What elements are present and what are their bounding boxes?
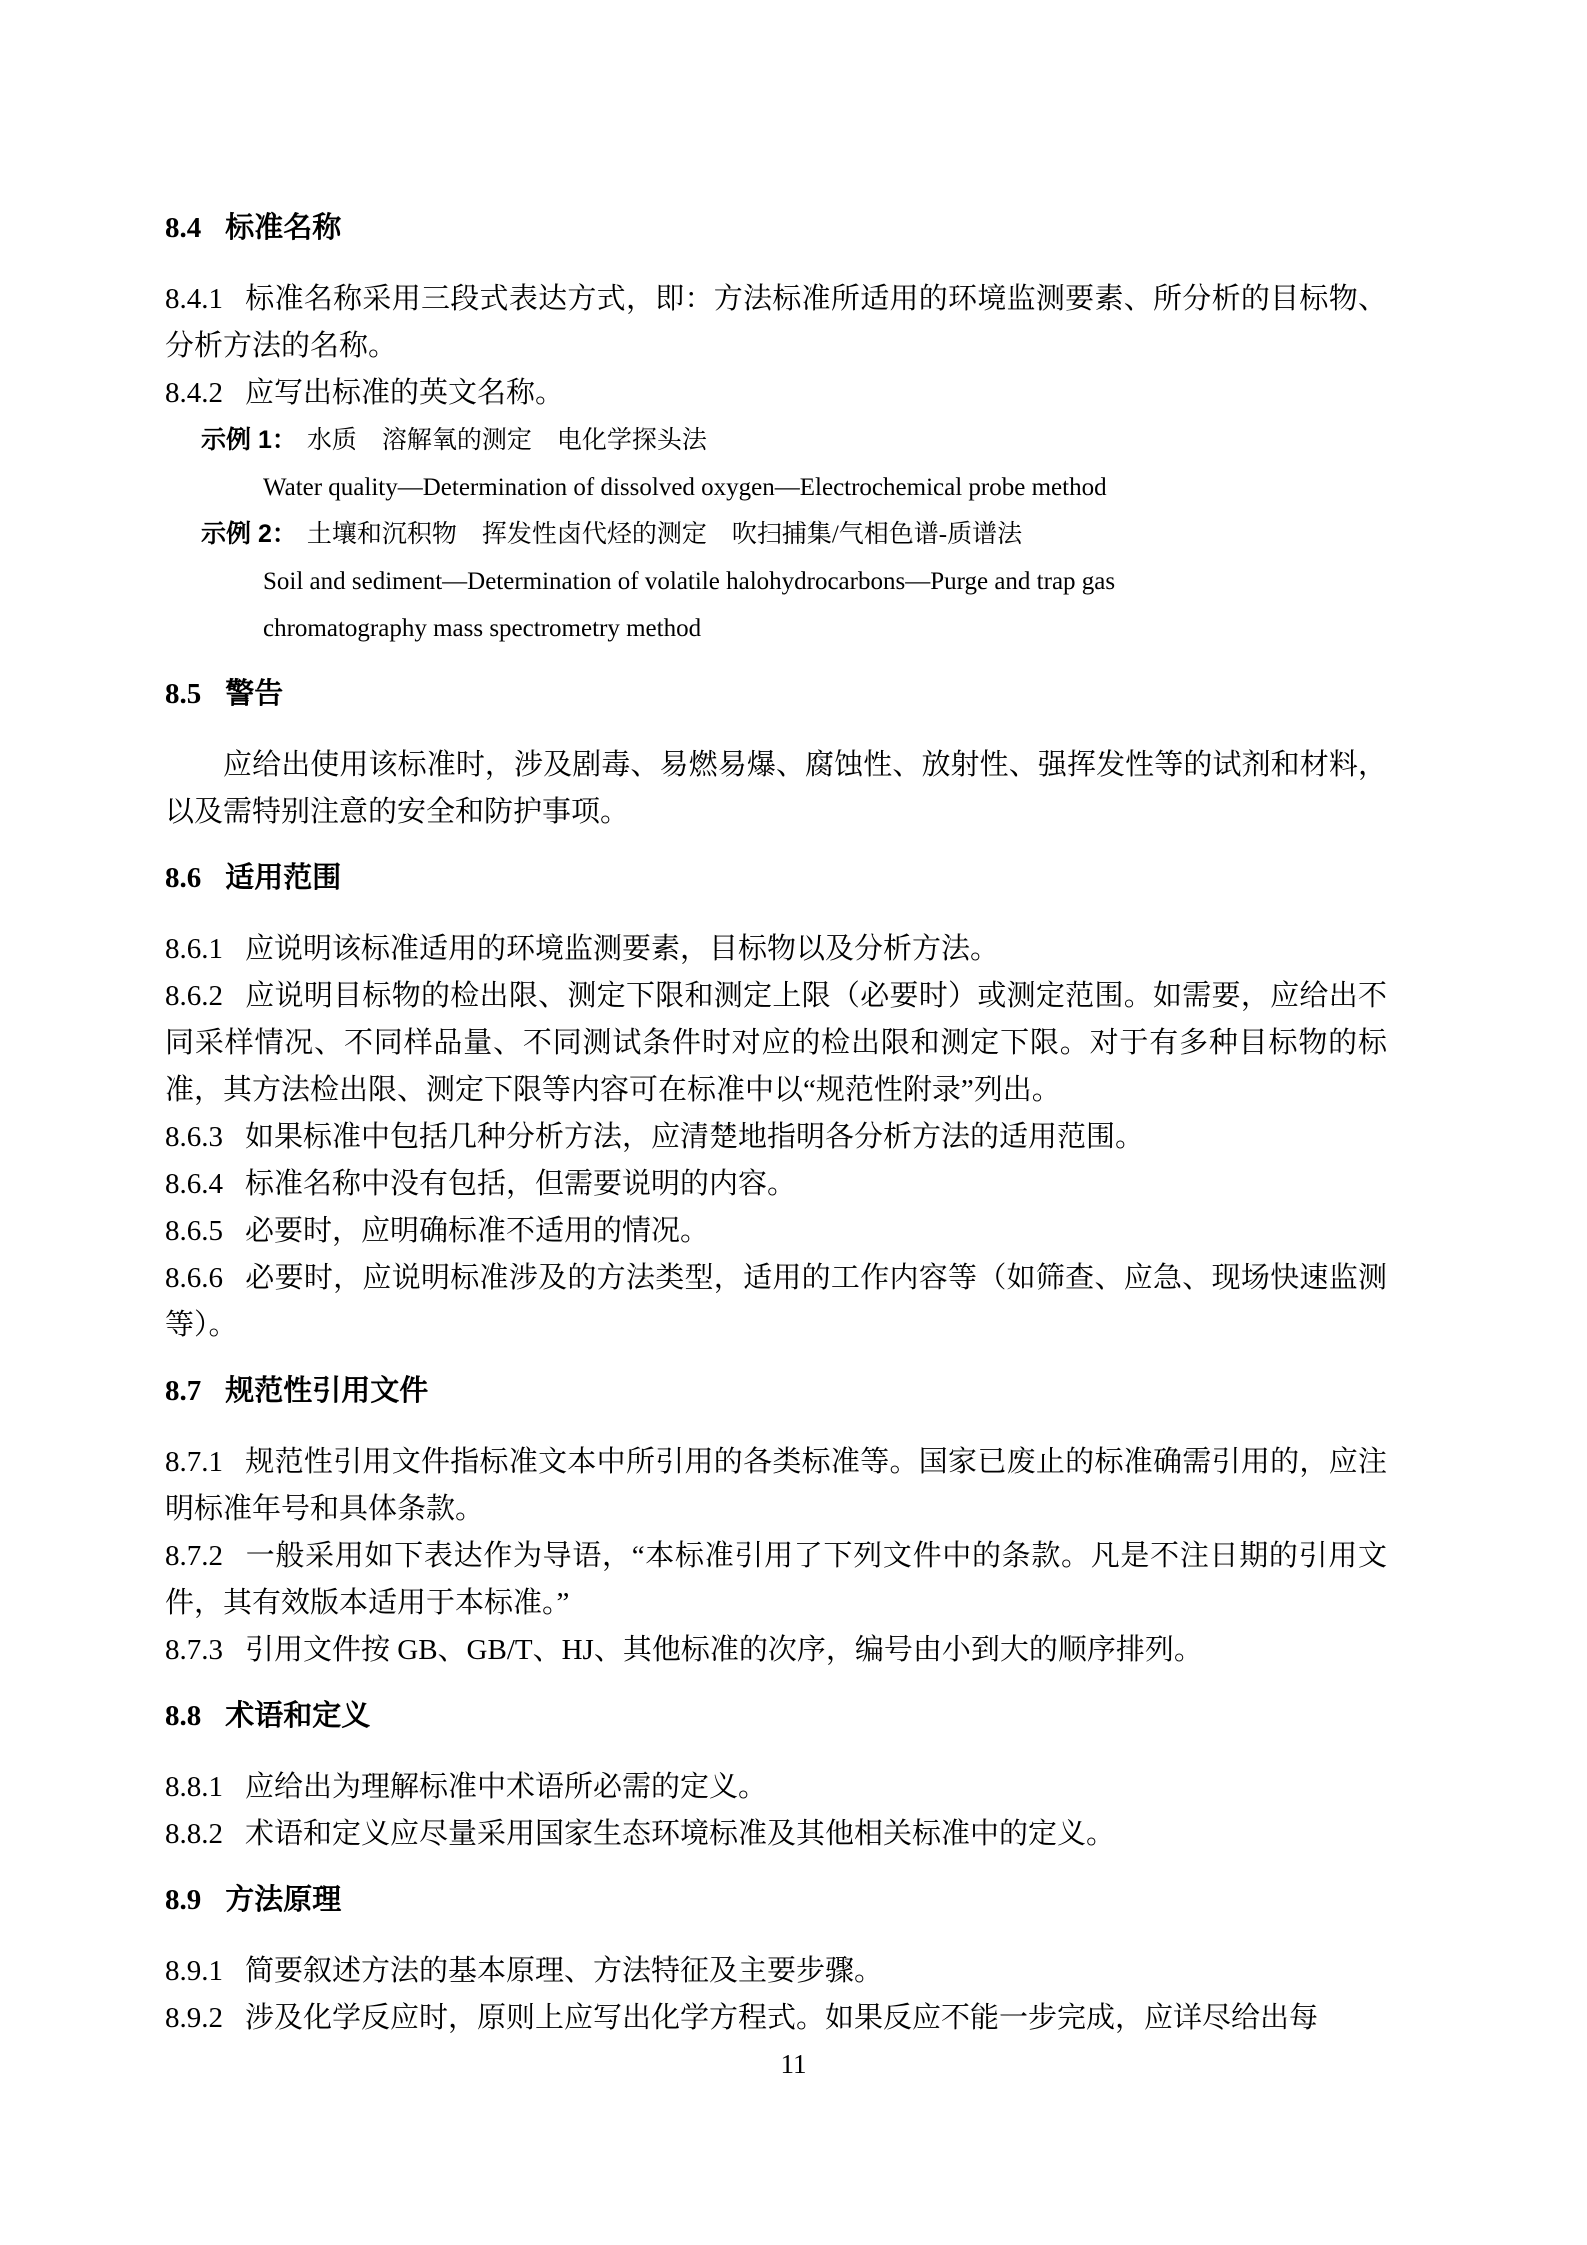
clause-text: 标准名称采用三段式表达方式，即：方法标准所适用的环境监测要素、所分析的目标物、分析方法的名称。 [165,283,1387,362]
example-chinese-text: 土壤和沉积物 挥发性卤代烃的测定 吹扫捕集/气相色谱-质谱法 [306,521,1023,548]
section-number: 8.6 [165,862,202,894]
section-number: 8.7 [165,1375,202,1407]
clause-number: 8.6.6 [165,1262,223,1294]
clause [165,1255,1387,1349]
clause-number: 8.6.5 [165,1215,223,1247]
example-block [201,511,1387,652]
paragraph-text: 应给出使用该标准时，涉及剧毒、易燃易爆、腐蚀性、放射性、强挥发性等的试剂和材料，以及需特别注意的安全和防护事项。 [165,749,1387,828]
clause [165,1995,1387,2042]
clause-number: 8.6.2 [165,980,223,1012]
clause-number: 8.4.2 [165,377,223,409]
section-number: 8.8 [165,1700,202,1732]
example-english-line: Water quality—Determination of dissolved oxygen—Electrochemical probe method [263,474,1107,501]
clause [165,926,1387,973]
clause-text: 引用文件按 GB、GB/T、HJ、其他标准的次序，编号由小到大的顺序排列。 [245,1634,1203,1666]
clause-number: 8.6.4 [165,1168,223,1200]
clause-number: 8.7.2 [165,1540,223,1572]
clause-text: 应说明目标物的检出限、测定下限和测定上限（必要时）或测定范围。如需要，应给出不同采样情况、不同样品量、不同测试条件时对应的检出限和测定下限。对于有多种目标物的标准，其方法检出限、测定下限等内容可在标准中以“规范性附录”列出。 [165,980,1387,1106]
clause-text: 一般采用如下表达作为导语，“本标准引用了下列文件中的条款。凡是不注日期的引用文件，其有效版本适用于本标准。” [165,1540,1387,1619]
clause [165,1948,1387,1995]
clause-number: 8.6.3 [165,1121,223,1153]
section-heading [165,205,1387,252]
clause [165,1764,1387,1811]
section-title: 规范性引用文件 [225,1375,429,1407]
clause [165,1811,1387,1858]
section-title: 术语和定义 [225,1700,371,1732]
clause [165,1161,1387,1208]
clause [165,1533,1387,1627]
section-heading [165,1693,1387,1740]
clause [165,370,1387,417]
section-heading [165,1368,1387,1415]
clause-number: 8.9.2 [165,2002,223,2034]
example-line [201,511,1387,558]
clause-text: 术语和定义应尽量采用国家生态环境标准及其他相关标准中的定义。 [245,1818,1116,1850]
clause-text: 必要时，应明确标准不适用的情况。 [245,1215,710,1247]
section-heading [165,855,1387,902]
section-title: 适用范围 [225,862,342,894]
paragraph [165,742,1387,836]
clause-text: 规范性引用文件指标准文本中所引用的各类标准等。国家已废止的标准确需引用的，应注明标准年号和具体条款。 [165,1446,1387,1525]
clause [165,1627,1387,1674]
clause-text: 必要时，应说明标准涉及的方法类型，适用的工作内容等（如筛查、应急、现场快速监测等）。 [165,1262,1387,1341]
document-body [165,205,1387,2042]
section-heading [165,671,1387,718]
clause [165,1439,1387,1533]
clause-number: 8.6.1 [165,933,223,965]
section-title: 警告 [225,678,284,710]
clause-text: 如果标准中包括几种分析方法，应清楚地指明各分析方法的适用范围。 [245,1121,1145,1153]
section-number: 8.4 [165,212,202,244]
example-label: 示例 2： [201,520,297,548]
clause-number: 8.9.1 [165,1955,223,1987]
clause-number: 8.4.1 [165,283,223,315]
example-chinese-text: 水质 溶解氧的测定 电化学探头法 [306,427,707,454]
clause-number: 8.7.1 [165,1446,223,1478]
clause [165,276,1387,370]
section-number: 8.5 [165,678,202,710]
example-english-line: Soil and sediment—Determination of volatile halohydrocarbons—Purge and trap gas [263,568,1116,595]
section-heading [165,1877,1387,1924]
clause [165,973,1387,1114]
clause [165,1208,1387,1255]
page-number: 11 [780,2049,807,2079]
example-label: 示例 1： [201,426,297,454]
clause-text: 涉及化学反应时，原则上应写出化学方程式。如果反应不能一步完成，应详尽给出每 [245,2002,1319,2034]
clause-text: 应给出为理解标准中术语所必需的定义。 [245,1771,768,1803]
clause-text: 标准名称中没有包括，但需要说明的内容。 [245,1168,797,1200]
clause-text: 简要叙述方法的基本原理、方法特征及主要步骤。 [245,1955,884,1987]
section-title: 标准名称 [225,212,342,244]
section-number: 8.9 [165,1884,202,1916]
section-title: 方法原理 [225,1884,342,1916]
clause [165,1114,1387,1161]
clause-text: 应写出标准的英文名称。 [245,377,565,409]
clause-number: 8.8.1 [165,1771,223,1803]
clause-number: 8.7.3 [165,1634,223,1666]
clause-text: 应说明该标准适用的环境监测要素，目标物以及分析方法。 [245,933,1000,965]
example-line [201,417,1387,464]
example-block [201,417,1387,511]
clause-number: 8.8.2 [165,1818,223,1850]
example-english-line: chromatography mass spectrometry method [263,615,702,642]
